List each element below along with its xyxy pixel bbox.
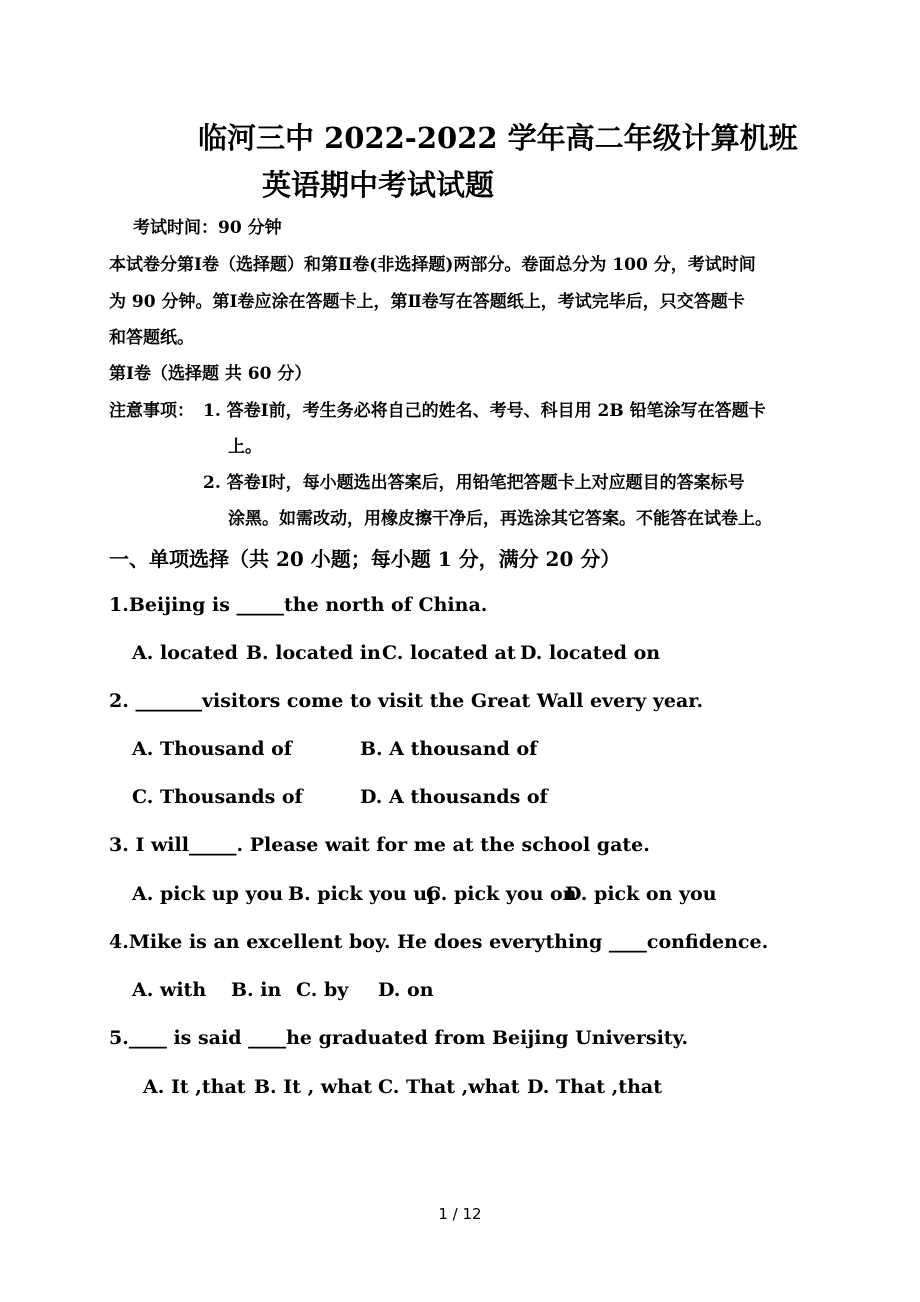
notice-label: 注意事项：: [109, 401, 194, 421]
question-1-option-c: C. located at: [382, 642, 516, 664]
notice-2-line-1: 2. 答卷Ⅰ时，每小题选出答案后，用铅笔把答题卡上对应题目的答案标号: [203, 473, 745, 493]
question-3-option-b: B. pick you up: [288, 883, 441, 905]
section1-heading: 一、单项选择（共 20 小题；每小题 1 分，满分 20 分）: [109, 547, 621, 571]
question-4-stem: 4.Mike is an excellent boy. He does everything ____confidence.: [109, 931, 769, 953]
question-4-option-c: C. by: [296, 979, 349, 1001]
question-3-stem: 3. I will_____. Please wait for me at the school gate.: [109, 834, 650, 856]
question-5-stem: 5.____ is said ____he graduated from Beijing University.: [109, 1027, 689, 1049]
intro-line-1: 本试卷分第Ⅰ卷（选择题）和第Ⅱ卷(非选择题)两部分。卷面总分为 100 分，考试时间: [109, 255, 756, 275]
question-5-option-a: A. It ,that: [143, 1076, 246, 1098]
question-4-option-a: A. with: [132, 979, 207, 1001]
page-indicator: 1 / 12: [438, 1205, 482, 1223]
exam-title-line2: 英语期中考试试题: [262, 168, 495, 202]
question-4-option-d: D. on: [378, 979, 434, 1001]
question-1-stem: 1.Beijing is _____the north of China.: [109, 594, 488, 616]
question-2-stem: 2. _______visitors come to visit the Great Wall every year.: [109, 690, 704, 712]
question-2-option-d: D. A thousands of: [360, 786, 548, 808]
intro-line-2: 为 90 分钟。第Ⅰ卷应涂在答题卡上，第Ⅱ卷写在答题纸上，考试完毕后，只交答题卡: [109, 292, 745, 312]
exam-time: 考试时间：90 分钟: [133, 218, 282, 238]
question-2-option-b: B. A thousand of: [360, 738, 538, 760]
question-2-option-c: C. Thousands of: [132, 786, 303, 808]
question-3-option-d: D. pick on you: [565, 883, 717, 905]
question-1-option-d: D. located on: [520, 642, 661, 664]
question-1-option-a: A. located: [132, 642, 238, 664]
question-3-option-a: A. pick up you: [132, 883, 284, 905]
exam-title-line1: 临河三中 2022-2022 学年高二年级计算机班: [198, 121, 798, 155]
question-5-option-d: D. That ,that: [527, 1076, 662, 1098]
question-1-option-b: B. located in: [246, 642, 381, 664]
notice-1-line-2: 上。: [228, 437, 262, 457]
question-2-option-a: A. Thousand of: [132, 738, 292, 760]
notice-2-line-2: 涂黑。如需改动，用橡皮擦干净后，再选涂其它答案。不能答在试卷上。: [228, 509, 772, 529]
question-5-option-b: B. It , what: [254, 1076, 373, 1098]
question-3-option-c: C. pick you on: [426, 883, 577, 905]
question-5-option-c: C. That ,what: [378, 1076, 520, 1098]
question-4-option-b: B. in: [231, 979, 282, 1001]
part1-heading: 第Ⅰ卷（选择题 共 60 分）: [109, 364, 312, 384]
intro-line-3: 和答题纸。: [109, 328, 194, 348]
notice-1-line-1: 1. 答卷Ⅰ前，考生务必将自己的姓名、考号、科目用 2B 铅笔涂写在答题卡: [203, 401, 766, 421]
